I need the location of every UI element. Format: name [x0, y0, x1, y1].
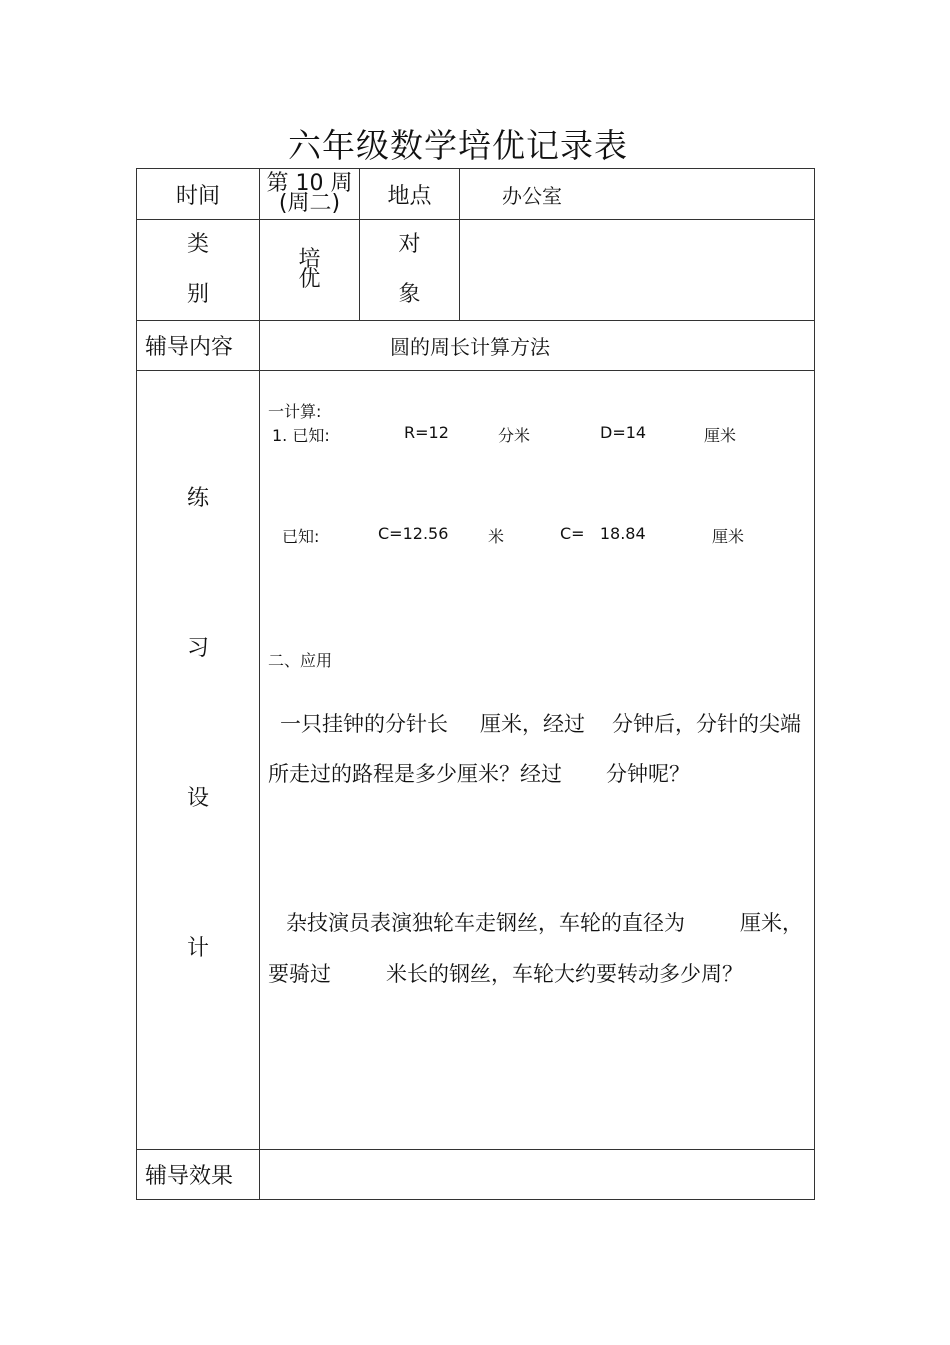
calc-item-1: 1. 已知:: [272, 426, 330, 445]
place-cell: [460, 169, 815, 220]
calc-d-value: D=14: [600, 423, 647, 442]
content-label: 辅导内容: [137, 321, 260, 371]
table-row-effect: [137, 1150, 815, 1200]
category-value: [260, 220, 360, 321]
problem1-seg5: 分钟呢？: [606, 762, 690, 786]
calc-c1-unit: 米: [488, 527, 505, 546]
practice-char-4: 计: [186, 936, 209, 961]
problem2-seg2: 厘米，: [740, 911, 803, 935]
effect-label: 辅导效果: [137, 1150, 260, 1200]
table-row-category: [137, 220, 815, 321]
practice-char-1: 练: [186, 486, 209, 511]
content-cell: [260, 321, 815, 371]
place-label: 地点: [360, 169, 460, 220]
problem2-seg1: 杂技演员表演独轮车走钢丝，车轮的直径为: [286, 911, 685, 935]
category-value-line-2: 优: [298, 267, 321, 292]
category-char-1: 类: [186, 232, 209, 257]
page-title: 六年级数学培优记录表: [288, 126, 628, 165]
calc-d-unit: 厘米: [704, 426, 737, 445]
weekday: (周二): [278, 191, 341, 216]
problem2-seg4: 米长的钢丝，车轮大约要转动多少周？: [386, 962, 743, 986]
problem1-seg2: 厘米，经过: [480, 712, 585, 736]
effect-value: [260, 1150, 815, 1200]
target-char-2: 象: [398, 282, 421, 307]
target-label: [360, 220, 460, 321]
problem1-seg3: 分钟后，分针的尖端: [612, 712, 801, 736]
week-cell: [260, 169, 360, 220]
practice-content: [260, 371, 815, 1150]
target-char-1: 对: [398, 232, 421, 257]
category-label: [137, 220, 260, 321]
practice-char-3: 设: [186, 786, 209, 811]
table-row-time: [137, 169, 815, 220]
problem1-seg4: 所走过的路程是多少厘米？经过: [268, 762, 562, 786]
calc-r-value: R=12: [404, 423, 449, 442]
problem2-seg3: 要骑过: [268, 962, 331, 986]
practice-char-2: 习: [186, 636, 209, 661]
record-table: [136, 168, 815, 1200]
problem1-seg1: 一只挂钟的分针长: [280, 712, 448, 736]
category-char-2: 别: [186, 282, 209, 307]
calc-item-2: 已知:: [282, 527, 320, 546]
calc-r-unit: 分米: [498, 426, 531, 445]
calc-c1-value: C=12.56: [378, 524, 449, 543]
category-value-line-1: 培: [298, 247, 321, 272]
table-row-practice: [137, 371, 815, 1150]
place-value: 办公室: [502, 183, 562, 208]
section2-heading: 二、应用: [268, 651, 333, 670]
week-number: 第 10 周: [266, 171, 353, 196]
target-value: [460, 220, 815, 321]
content-value: 圆的周长计算方法: [390, 335, 550, 359]
calc-c2-value: C= 18.84: [560, 524, 646, 543]
calc-c2-unit: 厘米: [712, 527, 745, 546]
table-row-content: [137, 321, 815, 371]
practice-label: [137, 371, 260, 1150]
time-label: 时间: [137, 169, 260, 220]
section1-heading: 一计算:: [268, 402, 322, 421]
